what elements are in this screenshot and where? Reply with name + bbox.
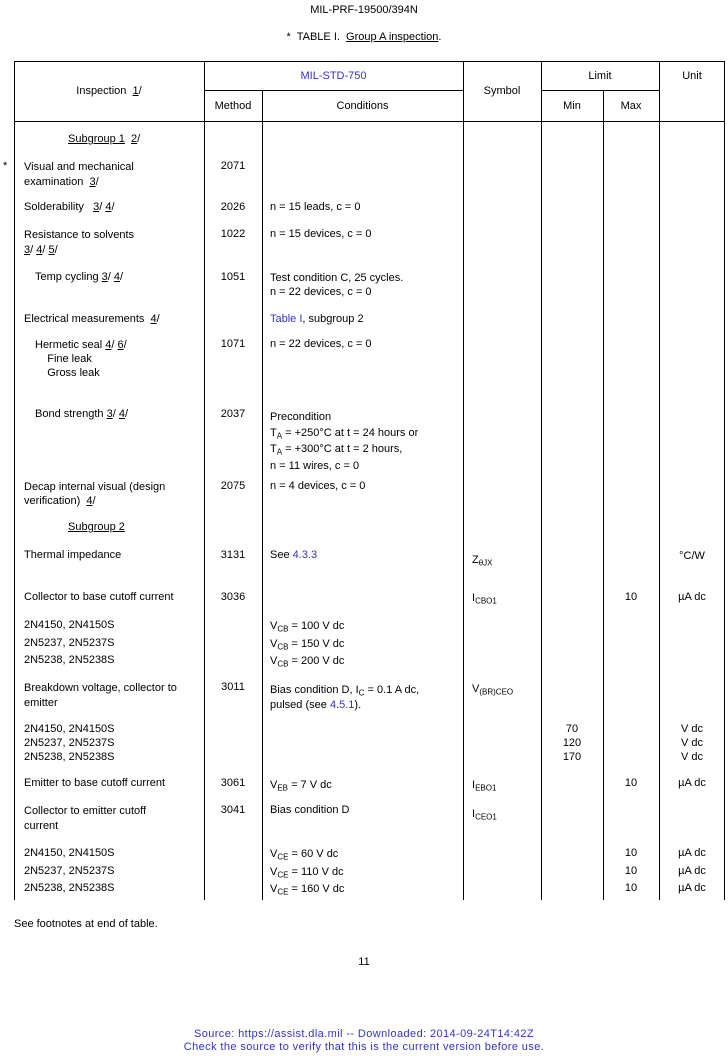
source-url-line: Source: https://assist.dla.mil -- Downloaded: 2014-09-24T14:42Z bbox=[193, 1028, 535, 1040]
unit-iceo1: µA dc µA dc µA dc bbox=[678, 847, 706, 894]
row-resistance-solvents-inspection: Resistance to solvents 3/ 4/ 5/ bbox=[24, 229, 135, 256]
symbol-iebo1: $I_{EBO1}$ bbox=[472, 779, 497, 793]
row-collector-base-cutoff-method: 3036 bbox=[220, 591, 246, 603]
page-number: 11 bbox=[358, 956, 370, 968]
row-collector-emitter-cutoff-conditions: Bias condition D bbox=[270, 804, 350, 816]
row-electrical-measurements-conditions: Table I, subgroup 2 bbox=[270, 313, 364, 325]
row-solderability-method: 2026 bbox=[220, 201, 246, 213]
table-border-col-symbol bbox=[463, 61, 464, 900]
row-breakdown-voltage-inspection: Breakdown voltage, collector to emitter bbox=[24, 682, 177, 709]
unit-thermal-impedance: °C/W bbox=[679, 550, 705, 562]
table-border-col-conditions bbox=[262, 90, 263, 900]
subgroup-1-heading: Subgroup 1 2/ bbox=[68, 133, 141, 145]
max-values-iceo1: 10 10 10 bbox=[624, 847, 638, 894]
header-limit: Limit bbox=[588, 69, 612, 82]
row-collector-emitter-cutoff-inspection: Collector to emitter cutoff current bbox=[24, 805, 147, 832]
row-bond-strength-conditions: Precondition $T_A = +250^\circ C$ at t = 24 hours or $T_A = +300^\circ C$ at t = 2 hours, n = 11 wires, c = 0 bbox=[270, 411, 419, 472]
row-collector-emitter-cutoff-method: 3041 bbox=[220, 804, 246, 816]
row-visual-mechanical-inspection: Visual and mechanical examination 3/ bbox=[24, 161, 134, 188]
row-temp-cycling-method: 1051 bbox=[220, 271, 246, 283]
footnote-reference-note: See footnotes at end of table. bbox=[14, 918, 158, 930]
symbol-iceo1: $I_{CEO1}$ bbox=[472, 808, 497, 822]
device-group-vce-conditions: $V_{CE} = 60$ V dc $V_{CE} = 110$ V dc $V_{CE} = 160$ V dc bbox=[270, 848, 345, 897]
header-conditions: Conditions bbox=[336, 99, 389, 112]
row-bond-strength-inspection: Bond strength 3/ 4/ bbox=[35, 408, 128, 420]
row-decap-internal-visual-method: 2075 bbox=[220, 480, 246, 492]
row-electrical-measurements-inspection: Electrical measurements 4/ bbox=[24, 313, 160, 325]
row-thermal-impedance-inspection: Thermal impedance bbox=[24, 549, 122, 561]
group-a-inspection-table bbox=[14, 61, 725, 900]
document-number: MIL-PRF-19500/394N bbox=[310, 4, 418, 16]
device-group-bvceo-inspection: 2N4150, 2N4150S 2N5237, 2N5237S 2N5238, 2N5238S bbox=[24, 723, 115, 763]
row-emitter-base-cutoff-method: 3061 bbox=[220, 777, 246, 789]
table-border-col-min bbox=[541, 61, 542, 900]
header-max: Max bbox=[620, 99, 642, 112]
header-symbol: Symbol bbox=[483, 85, 521, 97]
row-hermetic-seal-inspection: Hermetic seal 4/ 6/ Fine leak Gross leak bbox=[35, 339, 127, 379]
max-value-iebo1: 10 bbox=[624, 777, 638, 789]
link-4-3-3[interactable]: 4.3.3 bbox=[292, 549, 318, 561]
row-resistance-solvents-conditions: n = 15 devices, c = 0 bbox=[270, 228, 372, 240]
row-decap-internal-visual-inspection: Decap internal visual (design verification) 4/ bbox=[24, 481, 166, 507]
row-resistance-solvents-method: 1022 bbox=[220, 228, 246, 240]
device-group-vcb-conditions: $V_{CB} = 100$ V dc $V_{CB} = 150$ V dc $V_{CB} = 200$ V dc bbox=[270, 620, 345, 669]
row-hermetic-seal-method: 1071 bbox=[220, 338, 246, 350]
header-mil-std-750 bbox=[204, 61, 463, 90]
header-inspection: Inspection 1 / bbox=[76, 85, 142, 97]
unit-bvceo: V dc V dc V dc bbox=[680, 723, 703, 763]
row-temp-cycling-conditions: Test condition C, 25 cycles. n = 22 devices, c = 0 bbox=[270, 272, 404, 298]
row-visual-mechanical-method: 2071 bbox=[220, 160, 246, 172]
table-i-link[interactable]: Table I bbox=[270, 313, 303, 325]
row-thermal-impedance-conditions: See 4.3.3 bbox=[270, 549, 318, 561]
table-border-header-bottom bbox=[14, 121, 725, 122]
header-method: Method bbox=[214, 99, 252, 112]
min-values-bvceo: 70 120 170 bbox=[562, 723, 582, 763]
symbol-icbo1: $I_{CBO1}$ bbox=[472, 592, 497, 606]
header-min: Min bbox=[563, 99, 581, 112]
source-verify-line: Check the source to verify that this is the current version before use. bbox=[183, 1041, 545, 1053]
symbol-vbrceo: $V_{(BR)CEO}$ bbox=[472, 683, 514, 697]
table-border-left bbox=[14, 61, 15, 900]
row-solderability-conditions: n = 15 leads, c = 0 bbox=[270, 201, 361, 213]
row-emitter-base-cutoff-inspection: Emitter to base cutoff current bbox=[24, 777, 166, 789]
table-caption: * TABLE I. Group A inspection. bbox=[286, 31, 442, 43]
row-bond-strength-method: 2037 bbox=[220, 408, 246, 420]
margin-change-asterisk: * bbox=[3, 160, 8, 172]
row-thermal-impedance-method: 3131 bbox=[220, 549, 246, 561]
row-temp-cycling-inspection: Temp cycling 3/ 4/ bbox=[35, 271, 124, 283]
row-hermetic-seal-conditions: n = 22 devices, c = 0 bbox=[270, 338, 372, 350]
row-collector-base-cutoff-inspection: Collector to base cutoff current bbox=[24, 591, 174, 603]
row-breakdown-voltage-method: 3011 bbox=[221, 681, 245, 693]
row-decap-internal-visual-conditions: n = 4 devices, c = 0 bbox=[270, 480, 366, 492]
device-group-vcb-inspection: 2N4150, 2N4150S 2N5237, 2N5237S 2N5238, 2N5238S bbox=[24, 619, 115, 666]
device-group-vce-inspection: 2N4150, 2N4150S 2N5237, 2N5237S 2N5238, 2N5238S bbox=[24, 847, 115, 894]
subgroup-2-heading: Subgroup 2 bbox=[68, 521, 125, 533]
link-4-5-1[interactable]: 4.5.1 bbox=[329, 699, 355, 711]
table-border-col-unit bbox=[659, 61, 660, 900]
row-emitter-base-cutoff-conditions: $V_{EB} = 7$ V dc bbox=[270, 779, 332, 793]
unit-iebo1: µA dc bbox=[678, 777, 706, 789]
symbol-z-theta-jx: $Z_{\theta JX}$ bbox=[472, 554, 493, 568]
mil-std-750-link[interactable]: MIL-STD-750 bbox=[300, 69, 367, 82]
row-breakdown-voltage-conditions: Bias condition D, $I_C = 0.1$ A dc, pulsed (see 4.5.1). bbox=[270, 684, 420, 711]
header-unit: Unit bbox=[682, 69, 702, 82]
table-border-right bbox=[724, 61, 725, 900]
max-value-icbo1: 10 bbox=[624, 591, 638, 603]
unit-icbo1: µA dc bbox=[678, 591, 706, 603]
row-solderability-inspection: Solderability 3/ 4/ bbox=[24, 201, 115, 213]
